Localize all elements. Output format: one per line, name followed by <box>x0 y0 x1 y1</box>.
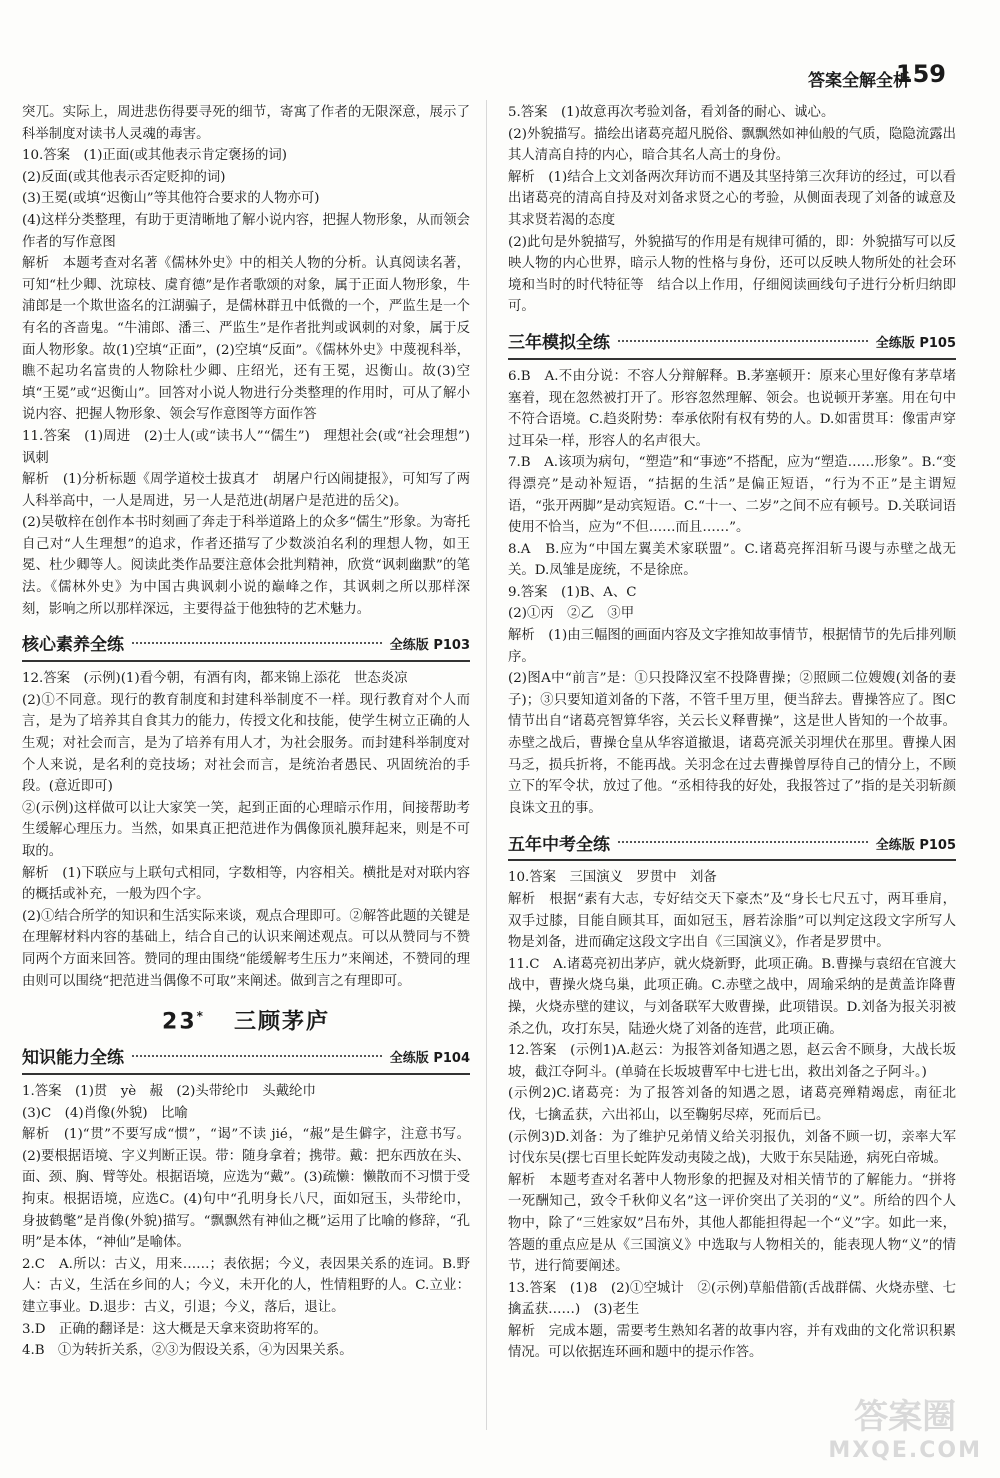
dotted-leader <box>132 1055 382 1057</box>
section-reference: 全练版 P104 <box>389 1051 470 1067</box>
dotted-leader <box>618 841 868 843</box>
header-title: 答案全解全析 <box>808 71 910 91</box>
answer-line: 5.答案 (1)故意再次考验刘备，看刘备的耐心、诚心。 <box>508 105 835 120</box>
answer-line: 10.答案 (1)正面(或其他表示肯定褒扬的词) <box>22 148 287 164</box>
watermark-url: MXQE.COM <box>828 1438 982 1463</box>
answer-line: 10.答案 三国演义 罗贯中 刘备 <box>508 870 717 886</box>
answer-line: (4)这样分类整理，有助于更清晰地了解小说内容，把握人物形象，从而领会作者的写作意图 <box>22 212 470 250</box>
section-reference: 全练版 P105 <box>875 336 956 352</box>
lesson-title <box>22 1006 470 1033</box>
dotted-leader <box>132 642 382 644</box>
answer-q2: 2.C A.所以：古义，用来……；表依据；今义，表因果关系的连词。B.野人：古义，生活在乡间的人；今义，未开化的人，性情粗野的人。C.立业：建立事业。D.退步：古义，引退；今义，落后，退让。 <box>22 1256 470 1316</box>
answer-line: (2)①丙 ②乙 ③甲 <box>508 606 635 622</box>
analysis: (2)吴敬梓在创作本书时刻画了奔走于科举道路上的众多“儒生”形象。为寄托自己对“人生理想”的追求，作者还描写了少数淡泊名利的理想人物，如王冕、杜少卿等人。阅读此类作品要注意体会批判精神，欣赏“讽刺幽默”的笔法。《儒林外史》为中国古典讽刺小说的巅峰之作，其讽刺之所以那样深刻，影响之所以那样深远，主要得益于他独特的艺术魅力。 <box>22 515 470 617</box>
lesson-number: 23 <box>162 1009 197 1035</box>
answer-q10-right <box>508 867 956 953</box>
analysis: 解析 (1)“贯”不要写成“惯”，“谒”不读 jié，“赧”是生僻字，注意书写。(2)要根据语境、字义判断正误。带：随身拿着；携带。戴：把东西放在头、面、颈、胸、臂等处。根据语境，应选为“戴”。(3)疏懒：懒散而不习惯于受拘束。根据语境，应选C。(4)句中“孔明身长八尺，面如冠玉，头带纶巾，身披鹤氅”是肖像(外貌)描写。“飘飘然有神仙之概”运用了比喻的修辞，“孔明”是本体，“神仙”是喻体。 <box>22 1127 470 1251</box>
section-title: 知识能力全练 <box>22 1048 124 1069</box>
analysis: 解析 完成本题，需要考生熟知名著的故事内容，并有戏曲的文化常识积累情况。可以依据连环画和题中的提示作答。 <box>508 1323 956 1361</box>
section-title: 核心素养全练 <box>22 635 124 656</box>
answer-q1 <box>22 1081 470 1254</box>
column-divider <box>486 100 487 1430</box>
answer-q3: 3.D 正确的翻译是：这大概是天拿来资助将军的。 <box>22 1321 327 1337</box>
watermark-logo <box>828 1397 982 1468</box>
answer-q9 <box>508 582 956 820</box>
answer-q5 <box>508 102 956 318</box>
section-reference: 全练版 P105 <box>875 837 956 853</box>
answer-line: (3)C (4)肖像(外貌) 比喻 <box>22 1105 188 1121</box>
left-column <box>22 102 484 1362</box>
watermark-main: 答案圈 <box>854 1397 957 1437</box>
analysis: (2)①结合所学的知识和生活实际来谈，观点合理即可。②解答此题的关键是在理解材料内容的基础上，结合自己的认识来阐述观点。可以从赞同与不赞同两个方面来回答。赞同的理由围绕“能缓解考生压力”来阐述，不赞同的理由则可以围绕“把范进当偶像不可取”来阐述。做到言之有理即可。 <box>22 908 470 989</box>
analysis: (2)图A中“前言”是：①只投降汉室不投降曹操；②照顾二位嫂嫂(刘备的妻子)；③只要知道刘备的下落，不管千里万里，便当辞去。曹操答应了。图C情节出自“诸葛亮智算华容，关云长义释曹操”，这是世人皆知的一个故事。赤壁之战后，曹操仓皇从华容道撤退，诸葛亮派关羽埋伏在那里。曹操人困马乏，损兵折将，不能再战。关羽念在过去曹操曾厚待自己的情分上，不顾立下的军令状，放过了他。“丞相待我的好处，我报答过了”指的是关羽斩颜良诛文丑的事。 <box>508 671 956 816</box>
analysis: 解析 本题考查对名著《儒林外史》中的相关人物的分析。认真阅读名著，可知“杜少卿、沈琼枝、虞育德”是作者歌颂的对象，属于正面人物形象，牛浦郎是一个欺世盗名的江湖骗子，是儒林群丑中低微的一个，严监生是一个有名的吝啬鬼。“牛浦郎、潘三、严监生”是作者批判或讽刺的对象，属于反面人物形象。故(1)空填“正面”，(2)空填“反面”。《儒林外史》中蔑视科举，瞧不起功名富贵的人物除杜少卿、庄绍光，还有王冕，迟衡山。故(3)空填“王冕”或“迟衡山”。回答对小说人物进行分类整理的作用时，可从了解小说内容、把握人物形象、领会写作意图等方面作答 <box>22 256 470 423</box>
section-header-three-year <box>508 330 956 360</box>
analysis: 解析 (1)结合上文刘备两次拜访而不遇及其坚持第三次拜访的经过，可以看出诸葛亮的清高自持及对刘备求贤之心的考验，从侧面表现了刘备的诚意及其求贤若渴的态度 <box>508 169 956 228</box>
dotted-leader <box>618 340 868 342</box>
answer-line: 13.答案 (1)8 (2)①空城计 ②(示例)草船借箭(舌战群儒、火烧赤壁、七擒孟获……) (3)老生 <box>508 1280 956 1318</box>
analysis: 解析 (1)由三幅图的画面内容及文字推知故事情节，根据情节的先后排列顺序。 <box>508 628 956 665</box>
analysis: 解析 (1)下联应与上联句式相同，字数相等，内容相关。横批是对对联内容的概括或补充，一般为四个字。 <box>22 865 470 903</box>
answer-line: 11.答案 (1)周进 (2)士人(或“读书人”“儒生”) 理想社会(或“社会理想”) 讽刺 <box>22 428 484 466</box>
answer-q11 <box>22 426 484 620</box>
analysis: 解析 (1)分析标题《周学道校士拔真才 胡屠户行凶闹捷报》，可知写了两人科举高中，一人是周进，另一人是范进(胡屠户是范进的岳父)。 <box>22 472 470 509</box>
answer-q12-right <box>508 1040 956 1278</box>
analysis: 解析 本题考查对名著中人物形象的把握及对相关情节的了解能力。“拼将一死酬知己，致令千秋仰义名”这一评价突出了关羽的“义”。所给的四个人物中，除了“三姓家奴”吕布外，其他人都能担得起一个“义”字。如此一来，答题的重点应是从《三国演义》中选取与人物相关的，能表现人物“义”的情节，进行简要阐述。 <box>508 1172 956 1275</box>
answer-q11-right: 11.C A.诸葛亮初出茅庐，就火烧新野，此项正确。B.曹操与袁绍在官渡大战中，曹操火烧乌巢，此项正确。C.赤壁之战中，周瑜采纳的是黄盖诈降曹操，火烧赤壁的建议，与刘备联军大败曹操，此项错误。D.刘备为报关羽被杀之仇，攻打东吴，陆逊火烧了刘备的连营，此项正确。 <box>508 956 956 1037</box>
section-header-five-year <box>508 831 956 861</box>
answer-line: (示例2)C.诸葛亮：为了报答刘备的知遇之恩，诸葛亮殚精竭虑，南征北伐，七擒孟获，六出祁山，以至鞠躬尽瘁，死而后已。 <box>508 1086 956 1123</box>
answer-line: ②(示例)这样做可以让大家笑一笑，起到正面的心理暗示作用，间接帮助考生缓解心理压力。当然，如果真正把范进作为偶像顶礼膜拜起来，则是不可取的。 <box>22 800 470 859</box>
answer-line: 1.答案 (1)贯 yè 赧 (2)头带纶巾 头戴纶巾 <box>22 1084 316 1100</box>
answer-q6: 6.B A.不由分说：不容人分辩解释。B.茅塞顿开：原来心里好像有茅草堵塞着，现在忽然被打开了。形容忽然理解、领会。也说顿开茅塞。用在句中不符合语境。C.趋炎附势：奉承依附有权有势的人。D.如雷贯耳：像雷声穿过耳朵一样，形容人的名声很大。 <box>508 368 956 449</box>
section-header-core <box>22 632 470 662</box>
answer-line: (2)外貌描写。描绘出诸葛亮超凡脱俗、飘飘然如神仙般的气质，隐隐流露出其人清高自持的内心，暗合其名人高士的身份。 <box>508 126 956 164</box>
answer-line: (2)反面(或其他表示否定贬抑的词) <box>22 169 226 185</box>
right-column <box>508 102 956 1364</box>
lesson-mark: * <box>196 1009 205 1024</box>
answer-line: 12.答案 (示例)(1)看今朝，有酒有肉，都来锦上添花 世态炎凉 <box>22 671 408 687</box>
paragraph-continued: 突兀。实际上，周进悲伤得要寻死的细节，寄寓了作者的无限深意，展示了科举制度对读书人灵魂的毒害。 <box>22 105 470 142</box>
answer-q7: 7.B A.该项为病句，“塑造”和“事迹”不搭配，应为“塑造……形象”。B.“变得漂亮”是动补短语，“拮据的生活”是偏正短语，“行为不正”是主谓短语，“张开两脚”是动宾短语。C.“十一、二岁”之间不应有顿号。D.关联词语使用不恰当，应为“不但……而且……”。 <box>508 455 956 536</box>
answer-line: (示例3)D.刘备：为了维护兄弟情义给关羽报仇，刘备不顾一切，亲率大军讨伐东吴(摆七百里长蛇阵发动夷陵之战)，大败于东吴陆逊，病死白帝城。 <box>508 1129 956 1167</box>
section-title: 三年模拟全练 <box>508 333 610 354</box>
analysis: 解析 根据“素有大志，专好结交天下豪杰”及“身长七尺五寸，两耳垂肩，双手过膝，目能自顾其耳，面如冠玉，唇若涂脂”可以判定这段文字所写人物是刘备，进而确定这段文字出自《三国演义》，作者是罗贯中。 <box>508 892 956 951</box>
page-header <box>0 60 1000 96</box>
answer-q13-right <box>508 1278 956 1364</box>
answer-q8: 8.A B.应为“中国左翼美术家联盟”。C.诸葛亮挥泪斩马谡与赤壁之战无关。D.凤雏是庞统，不是徐庶。 <box>508 541 956 579</box>
section-header-knowledge <box>22 1045 470 1075</box>
answer-line: (3)王冕(或填“迟衡山”等其他符合要求的人物亦可) <box>22 191 320 207</box>
analysis: (2)此句是外貌描写，外貌描写的作用是有规律可循的，即：外貌描写可以反映人物的内心世界，暗示人物的性格与身份，还可以反映人物所处的社会环境和当时的时代特征等 结合以上作用，仔细阅读画线句子进行分析归纳即可。 <box>508 234 956 315</box>
answer-line: 9.答案 (1)B、A、C <box>508 584 637 600</box>
answer-line: 12.答案 (示例1)A.赵云：为报答刘备知遇之恩，赵云舍不顾身，大战长坂坡，截江夺阿斗。(单骑在长坂坡曹军中七进七出，救出刘备之子阿斗。) <box>508 1043 956 1080</box>
answer-q10 <box>22 145 470 426</box>
answer-q12 <box>22 668 470 992</box>
answer-q4: 4.B ①为转折关系，②③为假设关系，④为因果关系。 <box>22 1343 353 1359</box>
section-reference: 全练版 P103 <box>389 638 470 654</box>
page-number: 159 <box>895 60 946 88</box>
answer-line: (2)①不同意。现行的教育制度和封建科举制度不一样。现行教育对个人而言，是为了培养其自食其力的能力，传授文化和技能，使学生树立正确的人生观；对社会而言，是为了培养有用人才，为社会服务。而封建科举制度对个人来说，是名利的竞技场；对社会而言，是统治者愚民、巩固统治的手段。(意近即可) <box>22 692 470 795</box>
lesson-name: 三顾茅庐 <box>233 1009 330 1035</box>
section-title: 五年中考全练 <box>508 834 610 855</box>
